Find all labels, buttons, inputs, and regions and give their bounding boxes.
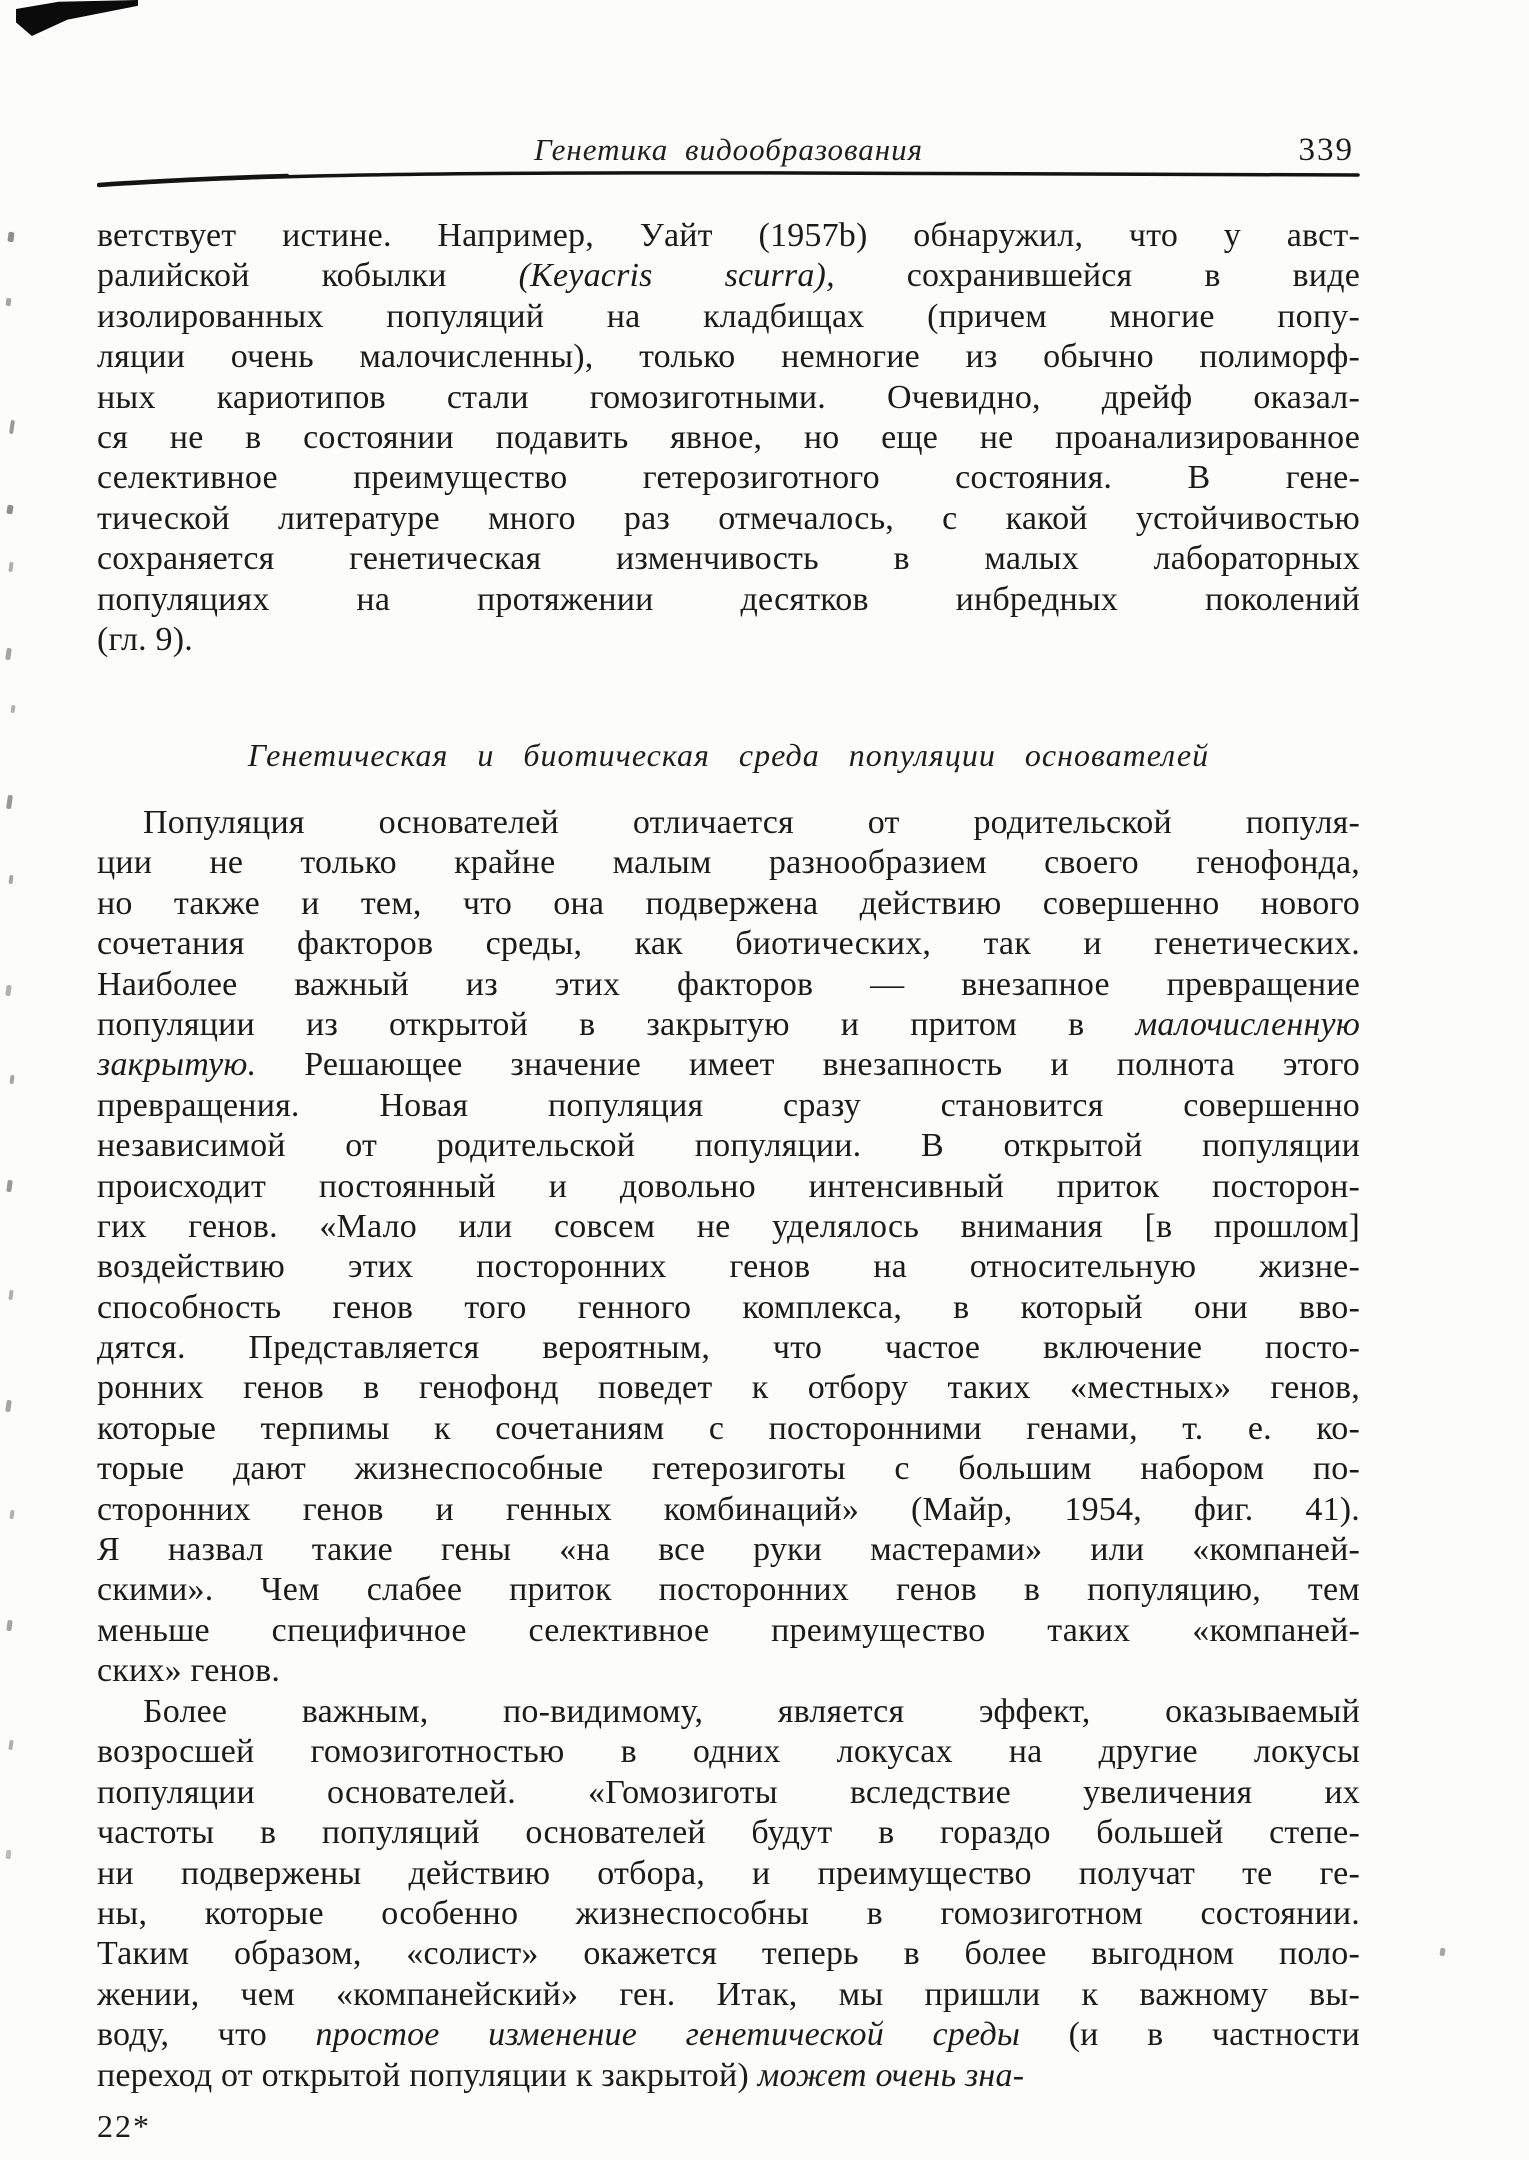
paragraph bbox=[97, 1692, 1360, 2096]
scan-speck bbox=[5, 1400, 12, 1413]
header-rule bbox=[97, 166, 1360, 190]
text-line: воздействию этих посторонних генов на относительную жизне- bbox=[97, 1248, 1360, 1286]
text-line: ны, которые особенно жизнеспособны в гомозиготном состоянии. bbox=[97, 1894, 1360, 1932]
text-line: Более важным, по-видимому, является эффект, оказываемый bbox=[143, 1693, 1360, 1730]
text-line: сохраняется генетическая изменчивость в малых лабораторных bbox=[97, 540, 1360, 578]
paragraph bbox=[97, 216, 1360, 660]
text-line: (гл. 9). bbox=[97, 620, 193, 658]
text-line: дятся. Представляется вероятным, что частое включение посто- bbox=[97, 1329, 1360, 1367]
text-line: ных кариотипов стали гомозиготными. Очевидно, дрейф оказал- bbox=[97, 378, 1360, 416]
text-line: ции не только крайне малым разнообразием своего генофонда, bbox=[97, 844, 1360, 882]
scan-speck bbox=[8, 875, 13, 884]
scan-speck bbox=[5, 1850, 11, 1860]
text-line: способность генов того генного комплекса, в который они вво- bbox=[97, 1288, 1360, 1326]
scan-speck bbox=[8, 1290, 13, 1300]
section-heading: Генетическая и биотическая среда популяции основателей bbox=[247, 737, 1210, 773]
text-line: происходит постоянный и довольно интенсивный приток посторон- bbox=[97, 1167, 1360, 1205]
text-line: сочетания факторов среды, как биотических, так и генетических. bbox=[97, 925, 1360, 963]
text-line: ни подвержены действию отбора, и преимущество получат те ге- bbox=[97, 1854, 1360, 1892]
text-line: популяциях на протяжении десятков инбредных поколений bbox=[97, 580, 1360, 618]
text-line: независимой от родительской популяции. В открытой популяции bbox=[97, 1127, 1360, 1165]
scan-speck bbox=[10, 705, 15, 713]
scan-speck bbox=[9, 420, 15, 434]
text-line: ских» генов. bbox=[97, 1652, 281, 1690]
scan-speck bbox=[5, 298, 11, 307]
text-line: Популяция основателей отличается от родительской популя- bbox=[143, 804, 1360, 841]
running-title: Генетика видообразования bbox=[533, 132, 924, 167]
text-line: ся не в состоянии подавить явное, но еще не проанализированное bbox=[97, 418, 1360, 456]
scan-speck bbox=[1439, 1948, 1445, 1957]
scan-speck bbox=[6, 1180, 13, 1193]
text-line: скими». Чем слабее приток посторонних генов в популяцию, тем bbox=[97, 1571, 1360, 1609]
scan-speck bbox=[5, 648, 12, 661]
text-line: Я назвал такие гены «на все руки мастерами» или «компаней- bbox=[97, 1531, 1360, 1569]
scan-speck bbox=[9, 1510, 14, 1519]
running-header bbox=[97, 132, 1360, 170]
text-line: тической литературе много раз отмечалось, с какой устойчивостью bbox=[97, 499, 1360, 537]
scan-speck bbox=[8, 1740, 13, 1750]
text-line: Наиболее важный из этих факторов — внезапное превращение bbox=[97, 965, 1360, 1003]
scan-speck bbox=[6, 505, 13, 515]
page-number: 339 bbox=[1298, 132, 1354, 168]
text-line: изолированных популяций на кладбищах (причем многие попу- bbox=[97, 297, 1360, 335]
scan-speck bbox=[5, 985, 11, 997]
text-line: жении, чем «компанейский» ген. Итак, мы пришли к важному вы- bbox=[97, 1975, 1360, 2013]
text-line: популяции основателей. «Гомозиготы вследствие увеличения их bbox=[97, 1773, 1360, 1811]
text-line: ралийской кобылки (Keyacris scurra), сохранившейся в виде bbox=[97, 257, 1360, 295]
text-line: воду, что простое изменение генетической среды (и в частности bbox=[97, 2016, 1360, 2054]
paragraph bbox=[97, 803, 1360, 1692]
scan-speck bbox=[9, 1075, 14, 1084]
text-line: ронних генов в генофонд поведет к отбору таких «местных» генов, bbox=[97, 1369, 1360, 1407]
text-line: но также и тем, что она подвержена действию совершенно нового bbox=[97, 884, 1360, 922]
signature-mark: 22* bbox=[97, 2108, 151, 2144]
text-line: превращения. Новая популяция сразу становится совершенно bbox=[97, 1086, 1360, 1124]
text-line: частоты в популяций основателей будут в гораздо большей степе- bbox=[97, 1814, 1360, 1852]
text-line: торые дают жизнеспособные гетерозиготы с большим набором по- bbox=[97, 1450, 1360, 1488]
text-block bbox=[97, 0, 1360, 2160]
text-line: закрытую. Решающее значение имеет внезапность и полнота этого bbox=[97, 1046, 1360, 1084]
text-line: популяции из открытой в закрытую и притом в малочисленную bbox=[97, 1005, 1360, 1043]
scan-speck bbox=[6, 795, 13, 810]
text-line: сторонних генов и генных комбинаций» (Майр, 1954, фиг. 41). bbox=[97, 1490, 1360, 1528]
text-line: ляции очень малочисленны), только немногие из обычно полиморф- bbox=[97, 338, 1360, 376]
text-line: которые терпимы к сочетаниям с посторонними генами, т. е. ко- bbox=[97, 1409, 1360, 1447]
scan-speck bbox=[7, 232, 14, 243]
text-line: селективное преимущество гетерозиготного состояния. В гене- bbox=[97, 459, 1360, 497]
text-line: ветствует истине. Например, Уайт (1957b) обнаружил, что у авст- bbox=[97, 217, 1360, 254]
text-line: переход от открытой популяции к закрытой) может очень зна- bbox=[97, 2056, 1025, 2094]
text-line: Таким образом, «солист» окажется теперь в более выгодном поло- bbox=[97, 1935, 1360, 1973]
text-line: возросшей гомозиготностью в одних локусах на другие локусы bbox=[97, 1733, 1360, 1771]
text-line: гих генов. «Мало или совсем не уделялось внимания [в прошлом] bbox=[97, 1207, 1360, 1245]
scan-speck bbox=[8, 562, 13, 572]
scan-speck bbox=[6, 1620, 12, 1632]
text-line: меньше специфичное селективное преимущество таких «компаней- bbox=[97, 1611, 1360, 1649]
